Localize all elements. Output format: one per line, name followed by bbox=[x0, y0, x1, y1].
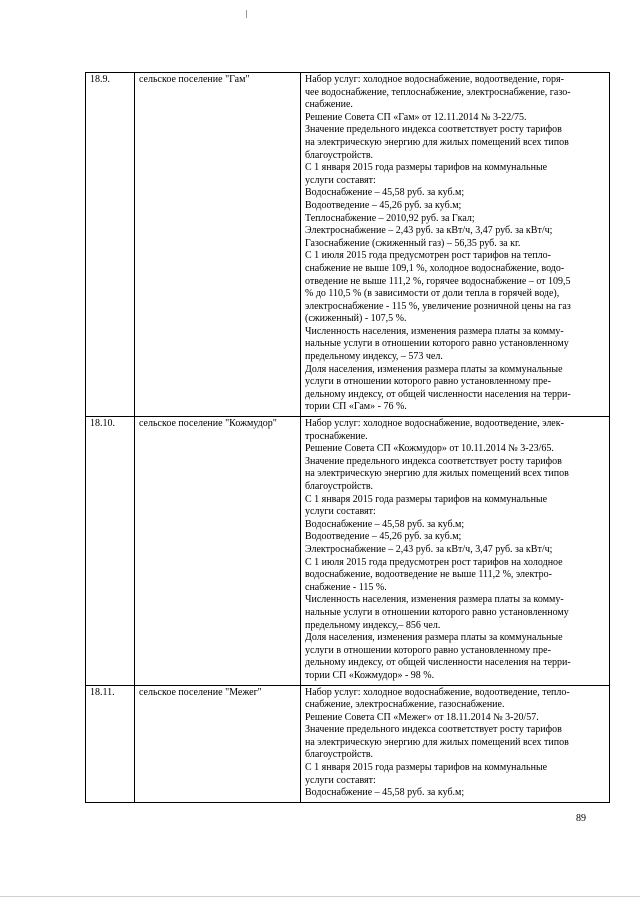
description-line: Набор услуг: холодное водоснабжение, водоотведение, горя- bbox=[305, 74, 564, 85]
description-line: благоустройств. bbox=[305, 749, 374, 761]
description-line: Значение предельного индекса соответствует росту тарифов bbox=[305, 724, 562, 736]
description-line: Водоотведение – 45,26 руб. за куб.м; bbox=[305, 199, 462, 211]
description-line: на электрическую энергию для жилых помещений всех типов bbox=[305, 468, 569, 480]
description-line: С 1 января 2015 года размеры тарифов на коммунальные bbox=[305, 493, 548, 505]
description-line: С 1 января 2015 года размеры тарифов на коммунальные bbox=[305, 162, 548, 174]
row-number-cell: 18.9. bbox=[86, 73, 135, 417]
description-line: нальные услуги в отношении которого равно установленному bbox=[305, 338, 569, 350]
table-body bbox=[86, 73, 610, 803]
settlement-name-cell: сельское поселение "Межег" bbox=[135, 685, 301, 802]
description-line: дельному индексу, от общей численности населения на терри- bbox=[305, 388, 571, 400]
description-line: (сжиженный) - 107,5 %. bbox=[305, 313, 407, 325]
scan-mark bbox=[246, 10, 247, 18]
page-edge bbox=[0, 896, 640, 897]
description-line: Решение Совета СП «Межег» от 18.11.2014 № 3-20/57. bbox=[305, 711, 539, 723]
description-cell bbox=[301, 73, 610, 417]
description-line: Доля населения, изменения размера платы за коммунальные bbox=[305, 632, 563, 644]
description-line: Решение Совета СП «Гам» от 12.11.2014 № 3-22/75. bbox=[305, 111, 527, 123]
description-line: услуги в отношении которого равно установленному пре- bbox=[305, 644, 551, 656]
description-line: Численность населения, изменения размера платы за комму- bbox=[305, 325, 564, 337]
page-number: 89 bbox=[576, 813, 586, 824]
description-cell bbox=[301, 417, 610, 685]
description-line: благоустройств. bbox=[305, 481, 374, 492]
table-row bbox=[86, 417, 610, 685]
description-line: предельному индексу,– 856 чел. bbox=[305, 619, 441, 631]
description-line: услуги составят: bbox=[305, 174, 376, 186]
description-line: троснабжение. bbox=[305, 430, 368, 442]
description-line: благоустройств. bbox=[305, 149, 374, 161]
description-line: чее водоснабжение, теплоснабжение, электроснабжение, газо- bbox=[305, 86, 571, 98]
description-line: Газоснабжение (сжиженный газ) – 56,35 руб. за кг. bbox=[305, 237, 521, 249]
description-line: на электрическую энергию для жилых помещений всех типов bbox=[305, 736, 569, 748]
row-number-cell: 18.11. bbox=[86, 685, 135, 802]
description-line: отведение не выше 111,2 %, горячее водоснабжение – от 109,5 bbox=[305, 275, 571, 287]
description-line: Электроснабжение – 2,43 руб. за кВт/ч, 3,47 руб. за кВт/ч; bbox=[305, 543, 553, 555]
description-line: Водоснабжение – 45,58 руб. за куб.м; bbox=[305, 187, 465, 199]
description-line: Набор услуг: холодное водоснабжение, водоотведение, элек- bbox=[305, 418, 564, 430]
description-line: снабжение - 115 %. bbox=[305, 581, 387, 593]
settlement-name-cell: сельское поселение "Гам" bbox=[135, 73, 301, 417]
description-line: услуги составят: bbox=[305, 774, 376, 786]
description-line: снабжение не выше 109,1 %, холодное водоснабжение, водо- bbox=[305, 262, 565, 274]
description-line: предельному индексу, – 573 чел. bbox=[305, 351, 443, 363]
description-line: снабжение, электроснабжение, газоснабжение. bbox=[305, 699, 505, 711]
description-line: Электроснабжение – 2,43 руб. за кВт/ч, 3,47 руб. за кВт/ч; bbox=[305, 225, 553, 237]
description-line: снабжение. bbox=[305, 99, 353, 111]
description-line: услуги составят: bbox=[305, 506, 376, 518]
description-line: С 1 января 2015 года размеры тарифов на коммунальные bbox=[305, 762, 548, 774]
description-line: Водоснабжение – 45,58 руб. за куб.м; bbox=[305, 787, 465, 799]
description-line: Водоотведение – 45,26 руб. за куб.м; bbox=[305, 531, 462, 543]
description-line: Решение Совета СП «Кожмудор» от 10.11.2014 № 3-23/65. bbox=[305, 443, 554, 455]
description-line: С 1 июля 2015 года предусмотрен рост тарифов на тепло- bbox=[305, 250, 551, 262]
description-cell bbox=[301, 685, 610, 802]
row-number-cell: 18.10. bbox=[86, 417, 135, 685]
tariff-table bbox=[85, 72, 610, 803]
description-line: Теплоснабжение – 2010,92 руб. за Гкал; bbox=[305, 212, 475, 224]
description-line: С 1 июля 2015 года предусмотрен рост тарифов на холодное bbox=[305, 556, 563, 568]
description-line: электроснабжение - 115 %, увеличение розничной цены на газ bbox=[305, 300, 571, 312]
settlement-name-cell: сельское поселение "Кожмудор" bbox=[135, 417, 301, 685]
description-line: Водоснабжение – 45,58 руб. за куб.м; bbox=[305, 518, 465, 530]
description-line: тории СП «Кожмудор» - 98 %. bbox=[305, 669, 435, 681]
description-line: Численность населения, изменения размера платы за комму- bbox=[305, 594, 564, 606]
description-line: Доля населения, изменения размера платы за коммунальные bbox=[305, 363, 563, 375]
description-line: водоснабжение, водоотведение не выше 111,2 %, электро- bbox=[305, 569, 553, 581]
description-line: % до 110,5 % (в зависимости от доли тепла в горячей воде), bbox=[305, 288, 560, 300]
description-line: Набор услуг: холодное водоснабжение, водоотведение, тепло- bbox=[305, 686, 570, 698]
table-row bbox=[86, 73, 610, 417]
description-line: услуги в отношении которого равно установленному пре- bbox=[305, 376, 551, 388]
description-line: тории СП «Гам» - 76 %. bbox=[305, 401, 407, 413]
description-line: на электрическую энергию для жилых помещений всех типов bbox=[305, 136, 569, 148]
description-line: дельному индексу, от общей численности населения на терри- bbox=[305, 657, 571, 669]
description-line: Значение предельного индекса соответствует росту тарифов bbox=[305, 124, 562, 136]
table-row bbox=[86, 685, 610, 802]
description-line: нальные услуги в отношении которого равно установленному bbox=[305, 606, 569, 618]
description-line: Значение предельного индекса соответствует росту тарифов bbox=[305, 455, 562, 467]
